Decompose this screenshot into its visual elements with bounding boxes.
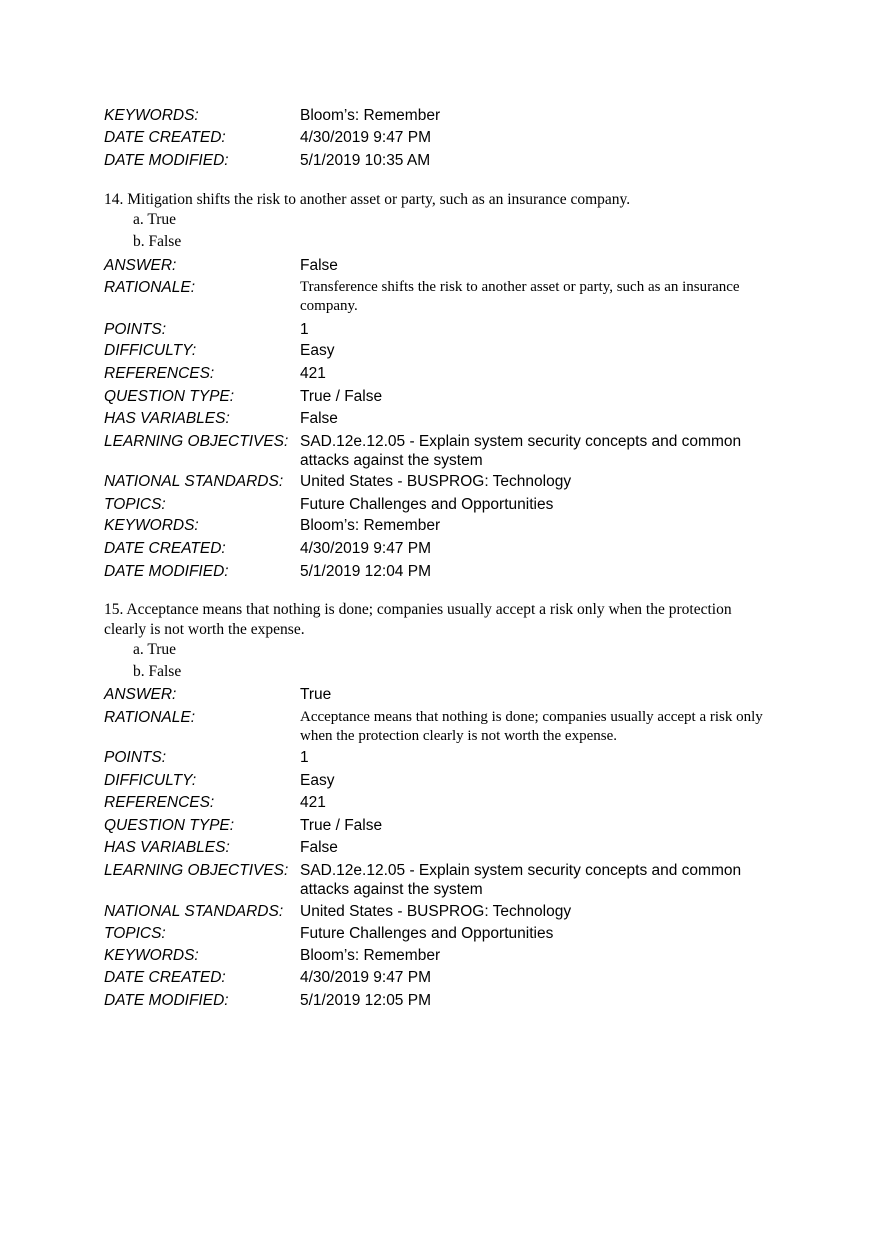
keywords-value: Bloom’s: Remember — [300, 517, 441, 534]
has-variables-value: False — [300, 839, 338, 856]
date-modified-value: 5/1/2019 12:05 PM — [300, 992, 431, 1009]
learning-objectives-label: LEARNING OBJECTIVES: — [104, 862, 289, 879]
keywords-label: KEYWORDS: — [104, 947, 199, 964]
learning-objectives-label: LEARNING OBJECTIVES: — [104, 433, 289, 450]
topics-value: Future Challenges and Opportunities — [300, 496, 554, 513]
date-modified-value: 5/1/2019 12:04 PM — [300, 563, 431, 580]
question-15-option-a: a. True — [133, 641, 177, 658]
question-14-option-b: b. False — [133, 233, 182, 250]
rationale-label: RATIONALE: — [104, 709, 196, 726]
date-modified-label: DATE MODIFIED: — [104, 992, 229, 1009]
national-standards-label: NATIONAL STANDARDS: — [104, 473, 284, 490]
question-type-label: QUESTION TYPE: — [104, 388, 235, 405]
national-standards-value: United States - BUSPROG: Technology — [300, 473, 572, 490]
date-created-label: DATE CREATED: — [104, 969, 226, 986]
date-modified-label: DATE MODIFIED: — [104, 563, 229, 580]
national-standards-label: NATIONAL STANDARDS: — [104, 903, 284, 920]
question-type-value: True / False — [300, 817, 383, 834]
learning-objectives-value: SAD.12e.12.05 - Explain system security concepts and common attacks against the system — [300, 862, 742, 898]
question-15-stem: 15. Acceptance means that nothing is done; companies usually accept a risk only when the protection clearly is not worth the expense. — [104, 601, 732, 638]
answer-label: ANSWER: — [104, 257, 177, 274]
points-value: 1 — [300, 749, 309, 766]
date-created-value: 4/30/2019 9:47 PM — [300, 129, 431, 146]
topics-label: TOPICS: — [104, 925, 166, 942]
answer-value: True — [300, 686, 332, 703]
date-modified-label: DATE MODIFIED: — [104, 152, 229, 169]
national-standards-value: United States - BUSPROG: Technology — [300, 903, 572, 920]
answer-label: ANSWER: — [104, 686, 177, 703]
date-modified-value: 5/1/2019 10:35 AM — [300, 152, 431, 169]
references-label: REFERENCES: — [104, 794, 215, 811]
date-created-value: 4/30/2019 9:47 PM — [300, 540, 431, 557]
date-created-value: 4/30/2019 9:47 PM — [300, 969, 431, 986]
rationale-label: RATIONALE: — [104, 279, 196, 296]
points-value: 1 — [300, 321, 309, 338]
question-type-label: QUESTION TYPE: — [104, 817, 235, 834]
answer-value: False — [300, 257, 338, 274]
date-created-label: DATE CREATED: — [104, 129, 226, 146]
references-value: 421 — [300, 794, 326, 811]
question-14-stem: 14. Mitigation shifts the risk to another asset or party, such as an insurance company. — [104, 191, 631, 208]
rationale-value: Acceptance means that nothing is done; companies usually accept a risk only when the protection clearly is not worth the expense. — [300, 709, 763, 744]
date-created-label: DATE CREATED: — [104, 540, 226, 557]
keywords-value: Bloom’s: Remember — [300, 107, 441, 124]
difficulty-label: DIFFICULTY: — [104, 342, 197, 359]
question-14-option-a: a. True — [133, 211, 177, 228]
has-variables-value: False — [300, 410, 338, 427]
difficulty-value: Easy — [300, 342, 335, 359]
topics-label: TOPICS: — [104, 496, 166, 513]
has-variables-label: HAS VARIABLES: — [104, 410, 230, 427]
question-type-value: True / False — [300, 388, 383, 405]
keywords-label: KEYWORDS: — [104, 517, 199, 534]
question-15-option-b: b. False — [133, 663, 182, 680]
references-value: 421 — [300, 365, 326, 382]
has-variables-label: HAS VARIABLES: — [104, 839, 230, 856]
rationale-value: Transference shifts the risk to another asset or party, such as an insurance company. — [300, 279, 740, 314]
difficulty-value: Easy — [300, 772, 335, 789]
topics-value: Future Challenges and Opportunities — [300, 925, 554, 942]
learning-objectives-value: SAD.12e.12.05 - Explain system security concepts and common attacks against the system — [300, 433, 742, 469]
points-label: POINTS: — [104, 321, 167, 338]
difficulty-label: DIFFICULTY: — [104, 772, 197, 789]
points-label: POINTS: — [104, 749, 167, 766]
keywords-value: Bloom’s: Remember — [300, 947, 441, 964]
keywords-label: KEYWORDS: — [104, 107, 199, 124]
references-label: REFERENCES: — [104, 365, 215, 382]
